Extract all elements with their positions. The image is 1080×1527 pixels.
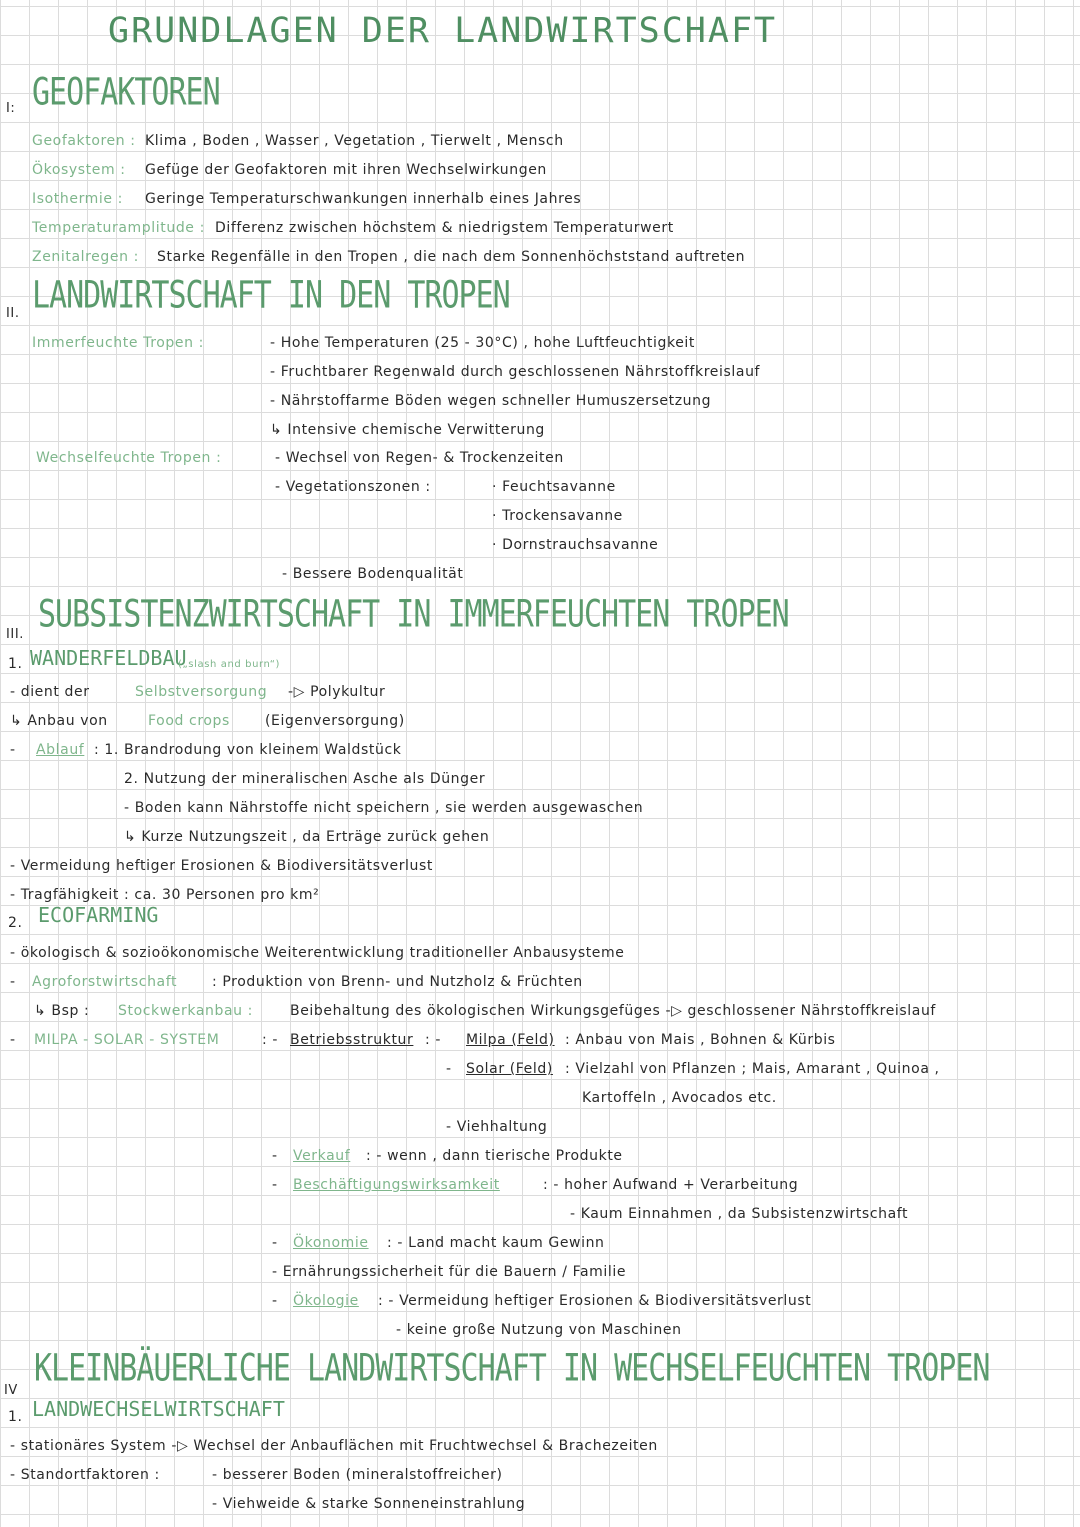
line-text: -: [446, 1061, 452, 1077]
line-term: Ökonomie: [293, 1235, 369, 1251]
definition-term: Isothermie :: [32, 191, 123, 207]
climate-term: Immerfeuchte Tropen :: [32, 335, 204, 351]
section-heading: LANDWIRTSCHAFT IN DEN TROPEN: [32, 273, 510, 318]
line-text: -: [272, 1293, 278, 1309]
list-item: - Hohe Temperaturen (25 - 30°C) , hohe Luftfeuchtigkeit: [270, 335, 695, 351]
line-text: - besserer Boden (mineralstoffreicher): [212, 1467, 503, 1483]
line-text: : - hoher Aufwand + Verarbeitung: [543, 1177, 799, 1193]
climate-term: Wechselfeuchte Tropen :: [36, 450, 222, 466]
line-text: -: [10, 974, 16, 990]
subsection-note: („slash and burn“): [178, 659, 281, 670]
list-item: - Nährstoffarme Böden wegen schneller Humuszersetzung: [270, 393, 712, 409]
line-term: Milpa (Feld): [466, 1032, 555, 1048]
line-text: -▷ Polykultur: [288, 684, 386, 700]
line-term: Stockwerkanbau :: [118, 1003, 253, 1019]
definition-text: Gefüge der Geofaktoren mit ihren Wechselwirkungen: [145, 162, 547, 178]
line-text: - keine große Nutzung von Maschinen: [396, 1322, 682, 1338]
line-text: Kartoffeln , Avocados etc.: [582, 1090, 777, 1106]
definition-text: Differenz zwischen höchstem & niedrigstem Temperaturwert: [215, 220, 674, 236]
definition-text: Starke Regenfälle in den Tropen , die nach dem Sonnenhöchststand auftreten: [157, 249, 746, 265]
line-term: Agroforstwirtschaft: [32, 974, 178, 990]
line-text: -: [272, 1235, 278, 1251]
line-term: Verkauf: [293, 1148, 351, 1164]
line-text: - Viehhaltung: [446, 1119, 548, 1135]
line-text: -: [10, 742, 16, 758]
line-term: Ablauf: [36, 742, 85, 758]
line-text: - Vermeidung heftiger Erosionen & Biodiversitätsverlust: [10, 858, 433, 874]
line-text: - stationäres System -▷ Wechsel der Anbauflächen mit Fruchtwechsel & Brachezeiten: [10, 1438, 658, 1454]
line-text: ↳ Kurze Nutzungszeit , da Erträge zurück gehen: [124, 829, 490, 845]
line-text: - ökologisch & sozioökonomische Weiterentwicklung traditioneller Anbausysteme: [10, 945, 625, 961]
subsection-heading: ECOFARMING: [38, 903, 159, 927]
line-term: MILPA - SOLAR - SYSTEM: [34, 1032, 220, 1048]
line-term: Selbstversorgung: [135, 684, 268, 700]
definition-text: Klima , Boden , Wasser , Vegetation , Tierwelt , Mensch: [145, 133, 564, 149]
subsection-number: 1.: [8, 1409, 23, 1425]
section-number: III.: [6, 627, 25, 642]
definition-text: Geringe Temperaturschwankungen innerhalb eines Jahres: [145, 191, 582, 207]
line-text: - Tragfähigkeit : ca. 30 Personen pro km²: [10, 887, 320, 903]
line-text: : Vielzahl von Pflanzen ; Mais, Amarant , Quinoa ,: [565, 1061, 940, 1077]
subsection-number: 1.: [8, 656, 23, 672]
line-term: Ökologie: [293, 1293, 359, 1309]
subsection-heading: WANDERFELDBAU: [30, 646, 187, 670]
line-text: - Boden kann Nährstoffe nicht speichern , sie werden ausgewaschen: [124, 800, 644, 816]
list-item: ↳ Intensive chemische Verwitterung: [270, 422, 545, 438]
definition-term: Temperaturamplitude :: [32, 220, 205, 236]
section-heading: GEOFAKTOREN: [32, 70, 220, 115]
definition-term: Zenitalregen :: [32, 249, 139, 265]
definition-term: Geofaktoren :: [32, 133, 136, 149]
line-term: Betriebsstruktur: [290, 1032, 414, 1048]
section-heading: KLEINBÄUERLICHE LANDWIRTSCHAFT IN WECHSELFEUCHTEN TROPEN: [34, 1346, 990, 1391]
subsection-number: 2.: [8, 915, 23, 931]
line-text: : Anbau von Mais , Bohnen & Kürbis: [565, 1032, 836, 1048]
line-text: - Standortfaktoren :: [10, 1467, 160, 1483]
line-text: ↳ Anbau von: [10, 713, 108, 729]
line-text: - dient der: [10, 684, 90, 700]
list-item: · Trockensavanne: [492, 508, 623, 524]
line-term: Solar (Feld): [466, 1061, 553, 1077]
definition-term: Ökosystem :: [32, 162, 126, 178]
section-number: IV: [4, 1383, 18, 1398]
line-text: Beibehaltung des ökologischen Wirkungsgefüges -▷ geschlossener Nährstoffkreislauf: [290, 1003, 936, 1019]
line-text: : -: [262, 1032, 279, 1048]
list-item: · Feuchtsavanne: [492, 479, 616, 495]
line-text: -: [10, 1032, 16, 1048]
section-number: I:: [6, 101, 16, 116]
line-text: - Ernährungssicherheit für die Bauern / Familie: [272, 1264, 627, 1280]
page-title: GRUNDLAGEN DER LANDWIRTSCHAFT: [108, 11, 778, 51]
line-text: : - Vermeidung heftiger Erosionen & Biodiversitätsverlust: [378, 1293, 812, 1309]
line-text: : 1. Brandrodung von kleinem Waldstück: [94, 742, 402, 758]
list-item: - Wechsel von Regen- & Trockenzeiten: [275, 450, 564, 466]
line-text: : Produktion von Brenn- und Nutzholz & Früchten: [212, 974, 583, 990]
line-text: -: [272, 1148, 278, 1164]
section-heading: SUBSISTENZWIRTSCHAFT IN IMMERFEUCHTEN TROPEN: [38, 592, 789, 637]
line-text: : - Land macht kaum Gewinn: [387, 1235, 605, 1251]
line-text: -: [272, 1177, 278, 1193]
line-text: 2. Nutzung der mineralischen Asche als Dünger: [124, 771, 486, 787]
line-term: Beschäftigungswirksamkeit: [293, 1177, 500, 1193]
list-item: - Vegetationszonen :: [275, 479, 431, 495]
line-text: (Eigenversorgung): [265, 713, 405, 729]
line-term: Food crops: [148, 713, 230, 729]
section-number: II.: [6, 306, 20, 321]
line-text: - Kaum Einnahmen , da Subsistenzwirtschaft: [570, 1206, 909, 1222]
list-item: · Dornstrauchsavanne: [492, 537, 659, 553]
line-text: : - wenn , dann tierische Produkte: [366, 1148, 623, 1164]
line-text: ↳ Bsp :: [34, 1003, 90, 1019]
list-item: - Fruchtbarer Regenwald durch geschlossenen Nährstoffkreislauf: [270, 364, 761, 380]
list-item: - Bessere Bodenqualität: [282, 566, 464, 582]
line-text: : -: [425, 1032, 442, 1048]
subsection-heading: LANDWECHSELWIRTSCHAFT: [32, 1397, 285, 1421]
line-text: - Viehweide & starke Sonneneinstrahlung: [212, 1496, 526, 1512]
